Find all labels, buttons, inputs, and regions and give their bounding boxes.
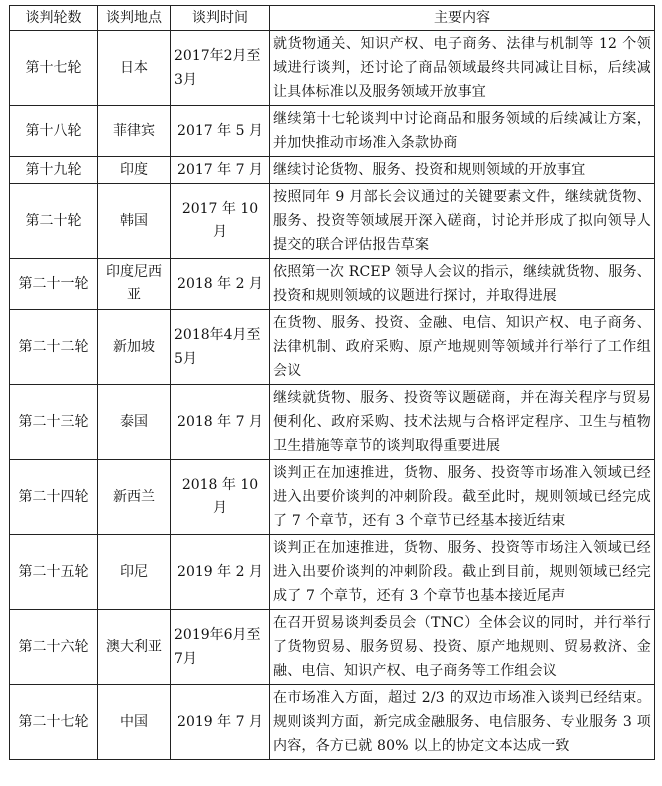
content-cell: 就货物通关、知识产权、电子商务、法律与机制等 12 个领域进行谈判，还讨论了商品领域最终共同减让目标，后续减让具体标准以及服务领域开放事宜: [270, 31, 655, 106]
content-cell: 谈判正在加速推进，货物、服务、投资等市场注入领域已经进入出要价谈判的冲刺阶段。截止到目前，规则领域已经完成了 7 个章节，还有 3 个章节也基本接近尾声: [270, 535, 655, 610]
time-cell: 2018 年 7 月: [171, 385, 270, 460]
content-cell: 谈判正在加速推进，货物、服务、投资等市场准入领域已经进入出要价谈判的冲刺阶段。截至此时，规则领域已经完成了 7 个章节，还有 3 个章节已经基本接近结束: [270, 460, 655, 535]
round-cell: 第二十六轮: [10, 610, 98, 685]
content-cell: 在货物、服务、投资、金融、电信、知识产权、电子商务、法律机制、政府采购、原产地规则等领域并行举行了工作组会议: [270, 310, 655, 385]
time-cell: 2017 年 5 月: [171, 106, 270, 157]
time-cell: 2019 年 2 月: [171, 535, 270, 610]
table-row: [10, 460, 655, 535]
content-cell: 继续讨论货物、服务、投资和规则领域的开放事宜: [270, 157, 655, 184]
location-cell: 印度: [98, 157, 171, 184]
location-cell: 日本: [98, 31, 171, 106]
location-cell: 印度尼西亚: [98, 259, 171, 310]
location-cell: 菲律宾: [98, 106, 171, 157]
header-location: 谈判地点: [98, 6, 171, 31]
content-cell: 在市场准入方面，超过 2/3 的双边市场准入谈判已经结束。规则谈判方面，新完成金融服务、电信服务、专业服务 3 项内容，各方已就 80% 以上的协定文本达成一致: [270, 685, 655, 760]
round-cell: 第二十三轮: [10, 385, 98, 460]
table-row: [10, 106, 655, 157]
location-cell: 澳大利亚: [98, 610, 171, 685]
table-row: [10, 184, 655, 259]
header-time: 谈判时间: [171, 6, 270, 31]
table-row: [10, 310, 655, 385]
content-cell: 依照第一次 RCEP 领导人会议的指示，继续就货物、服务、投资和规则领域的议题进行探讨，并取得进展: [270, 259, 655, 310]
header-content: 主要内容: [270, 6, 655, 31]
round-cell: 第二十七轮: [10, 685, 98, 760]
round-cell: 第二十二轮: [10, 310, 98, 385]
time-cell: 2018年4月至5月: [171, 310, 270, 385]
table-row: [10, 610, 655, 685]
time-cell: 2018 年 2 月: [171, 259, 270, 310]
time-cell: 2019年6月至7月: [171, 610, 270, 685]
content-cell: 在召开贸易谈判委员会（TNC）全体会议的同时，并行举行了货物贸易、服务贸易、投资、原产地规则、贸易救济、金融、电信、知识产权、电子商务等工作组会议: [270, 610, 655, 685]
round-cell: 第十七轮: [10, 31, 98, 106]
time-cell: 2018 年 10 月: [171, 460, 270, 535]
content-cell: 继续就货物、服务、投资等议题磋商，并在海关程序与贸易便利化、政府采购、技术法规与合格评定程序、卫生与植物卫生措施等章节的谈判取得重要进展: [270, 385, 655, 460]
time-cell: 2019 年 7 月: [171, 685, 270, 760]
table-row: [10, 535, 655, 610]
table-row: [10, 157, 655, 184]
round-cell: 第二十轮: [10, 184, 98, 259]
time-cell: 2017 年 10 月: [171, 184, 270, 259]
location-cell: 中国: [98, 685, 171, 760]
location-cell: 韩国: [98, 184, 171, 259]
location-cell: 印尼: [98, 535, 171, 610]
table-row: [10, 685, 655, 760]
rcep-negotiation-table: [9, 5, 655, 760]
table-header-row: [10, 6, 655, 31]
location-cell: 新西兰: [98, 460, 171, 535]
location-cell: 泰国: [98, 385, 171, 460]
table-row: [10, 385, 655, 460]
round-cell: 第十九轮: [10, 157, 98, 184]
time-cell: 2017 年 7 月: [171, 157, 270, 184]
table-row: [10, 259, 655, 310]
round-cell: 第二十四轮: [10, 460, 98, 535]
time-cell: 2017年2月至3月: [171, 31, 270, 106]
location-cell: 新加坡: [98, 310, 171, 385]
content-cell: 继续第十七轮谈判中讨论商品和服务领域的后续减让方案，并加快推动市场准入条款协商: [270, 106, 655, 157]
table-row: [10, 31, 655, 106]
round-cell: 第二十五轮: [10, 535, 98, 610]
round-cell: 第十八轮: [10, 106, 98, 157]
round-cell: 第二十一轮: [10, 259, 98, 310]
content-cell: 按照同年 9 月部长会议通过的关键要素文件，继续就货物、服务、投资等领域展开深入磋商，讨论并形成了拟向领导人提交的联合评估报告草案: [270, 184, 655, 259]
header-round: 谈判轮数: [10, 6, 98, 31]
